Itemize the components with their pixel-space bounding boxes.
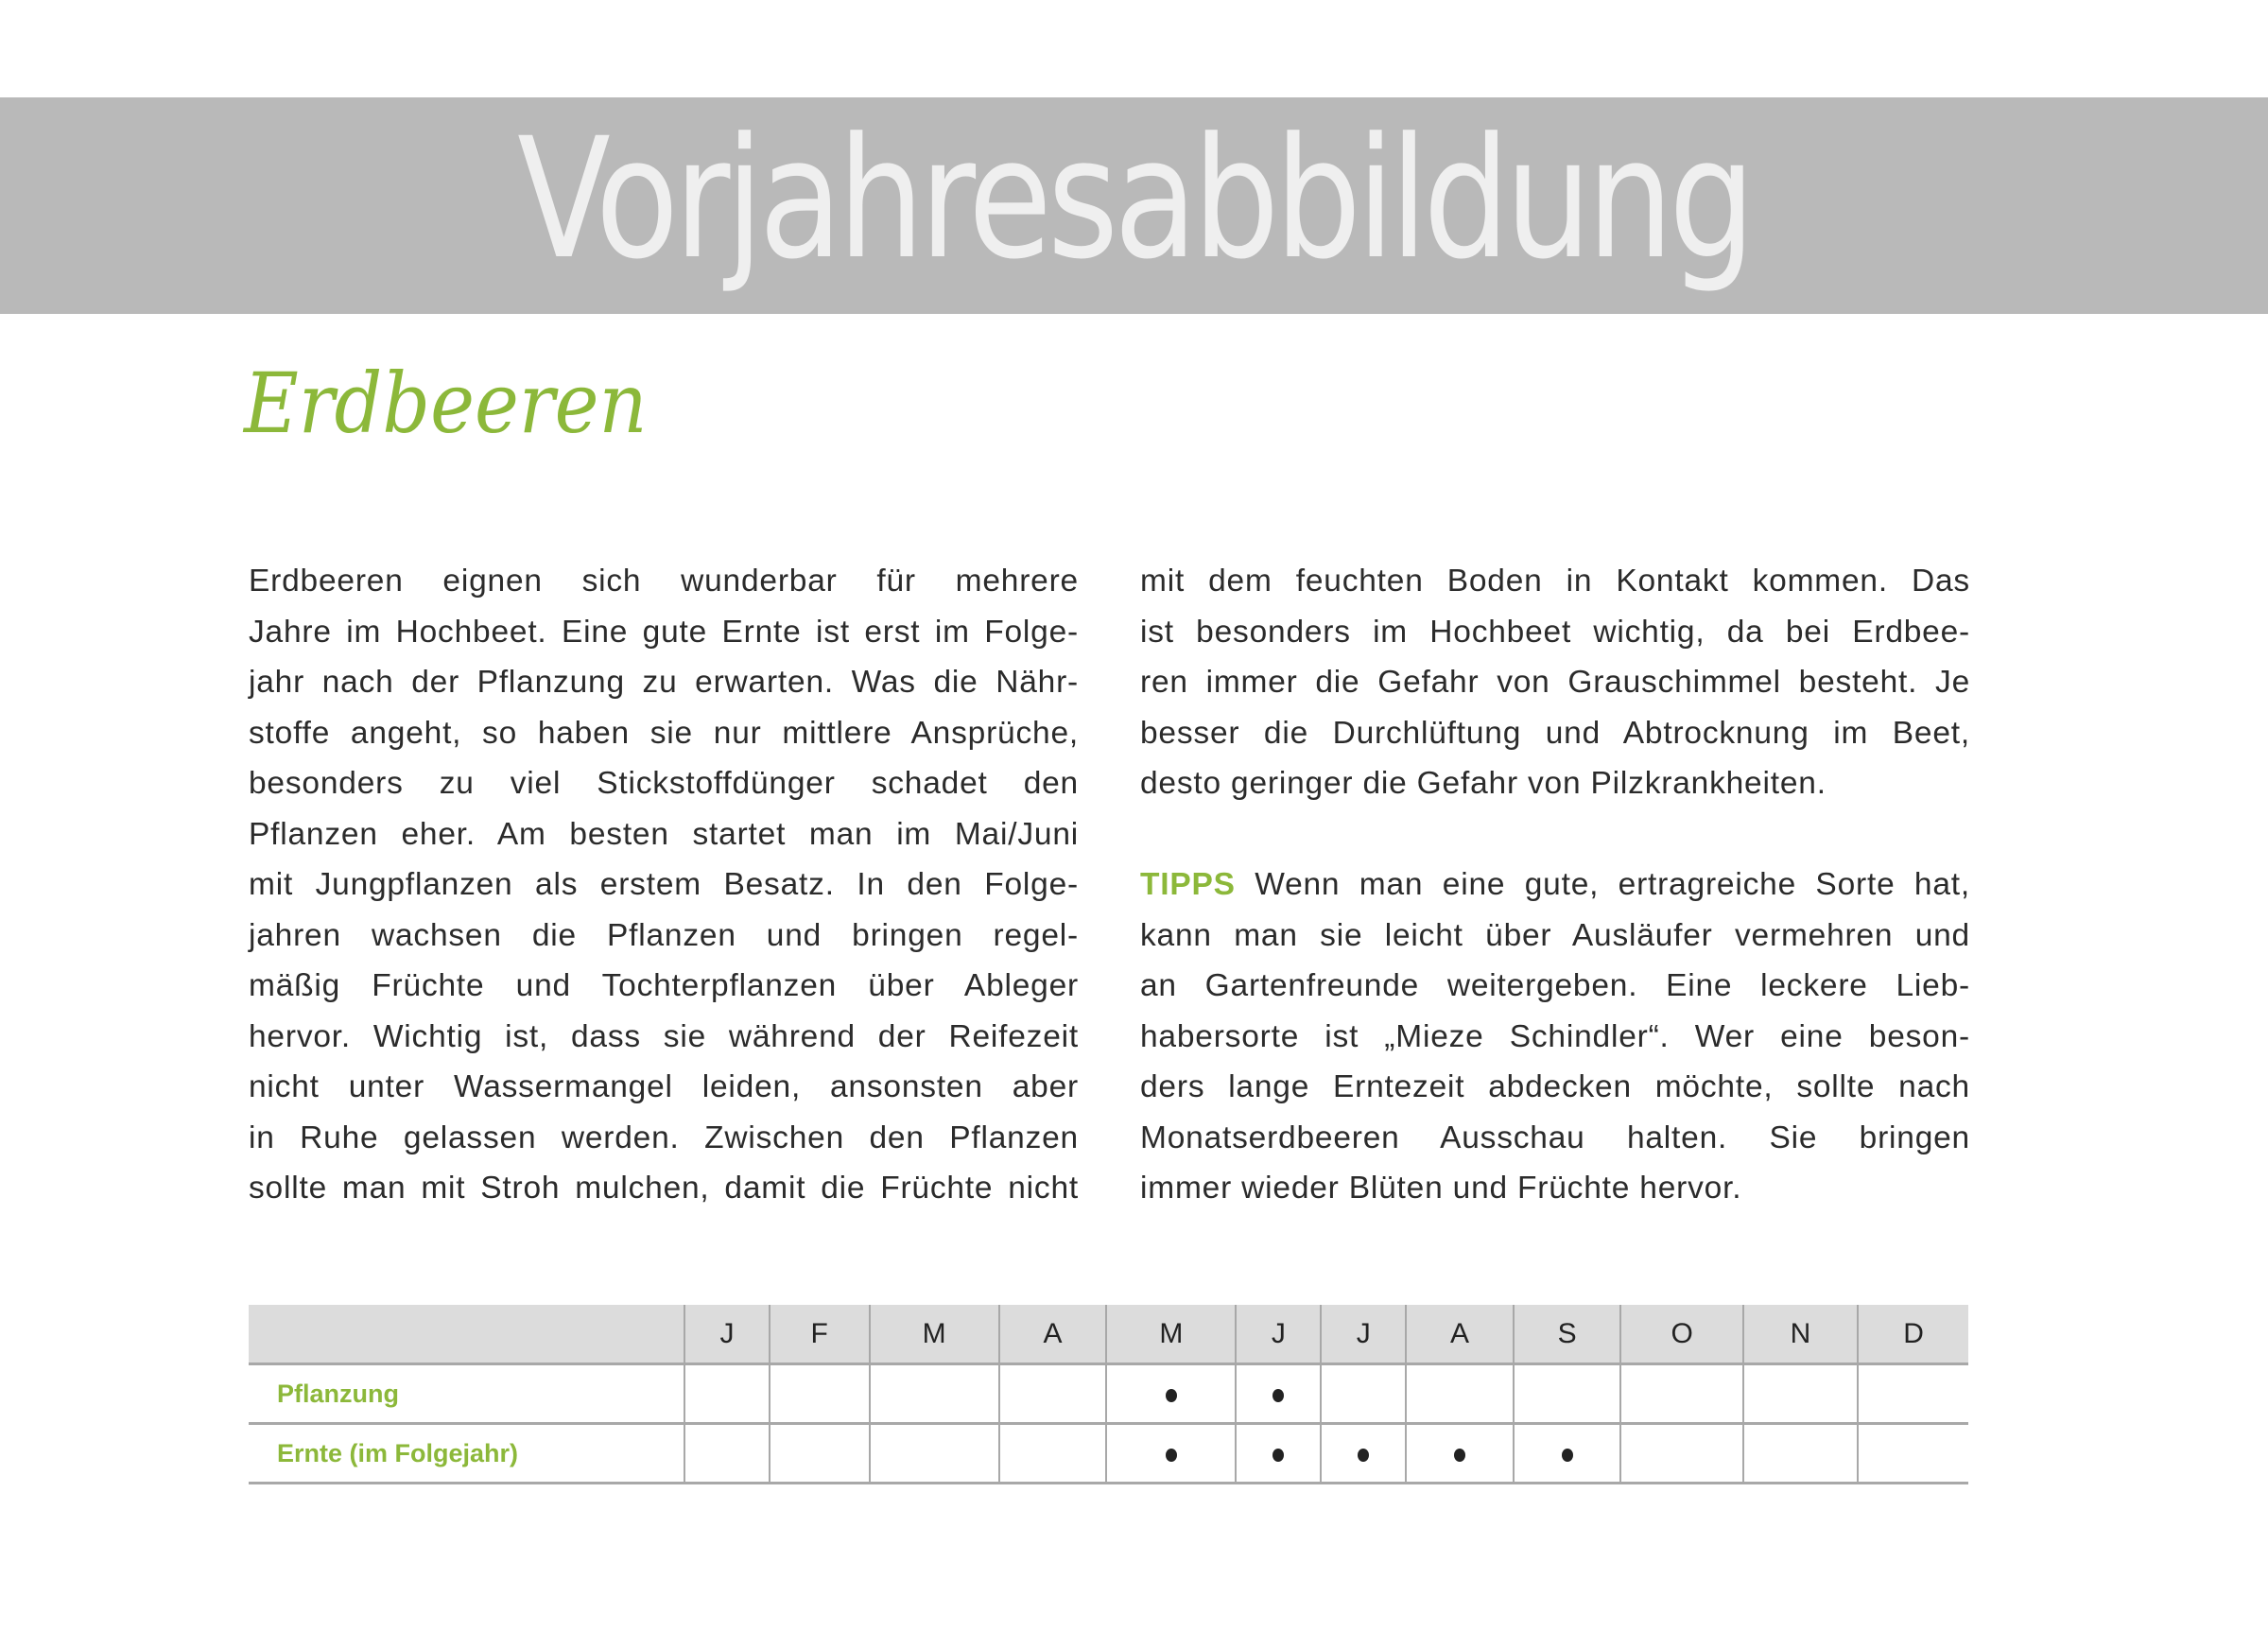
calendar-cell <box>1620 1424 1742 1484</box>
month-header: S <box>1514 1305 1621 1364</box>
calendar-cell <box>684 1364 770 1424</box>
planting-calendar <box>249 1305 1968 1484</box>
text-line: Erdbeeren eignen sich wunderbar für mehrere <box>249 564 1079 599</box>
calendar-cell <box>1236 1364 1321 1424</box>
text-line: Pflanzen eher. Am besten startet man im Mai/Juni <box>249 816 1079 852</box>
month-header: J <box>684 1305 770 1364</box>
calendar-cell <box>1514 1364 1621 1424</box>
calendar-cell <box>1236 1424 1321 1484</box>
month-header: J <box>1236 1305 1321 1364</box>
section-title: Erdbeeren <box>244 355 648 452</box>
calendar-cell <box>1743 1364 1858 1424</box>
text-column-right <box>1140 556 1970 1214</box>
text-line: sollte man mit Stroh mulchen, damit die Früchte nicht <box>249 1171 1079 1206</box>
text-line: kann man sie leicht über Ausläufer vermehren und <box>1140 917 1970 953</box>
page-title: Vorjahresabbildung <box>517 102 1751 296</box>
calendar-cell <box>1858 1424 1968 1484</box>
row-label: Pflanzung <box>249 1364 684 1424</box>
text-line: an Gartenfreunde weitergeben. Eine leckere Lieb- <box>1140 968 1970 1003</box>
text-line: immer wieder Blüten und Früchte hervor. <box>1140 1171 1742 1206</box>
calendar-cell <box>999 1424 1107 1484</box>
text-line: nicht unter Wassermangel leiden, ansonsten aber <box>249 1069 1079 1104</box>
text-line <box>1140 859 1970 911</box>
tipps-label: TIPPS <box>1140 867 1236 902</box>
text-line: ren immer die Gefahr von Grauschimmel besteht. Je <box>1140 665 1970 700</box>
text-line: desto geringer die Gefahr von Pilzkrankheiten. <box>1140 766 1827 801</box>
calendar-cell <box>1106 1424 1236 1484</box>
month-header: M <box>870 1305 999 1364</box>
dot-mark <box>1166 1449 1177 1462</box>
calendar-cell <box>1743 1424 1858 1484</box>
text-line: Jahre im Hochbeet. Eine gute Ernte ist erst im Folge- <box>249 614 1079 650</box>
dot-mark <box>1273 1389 1284 1402</box>
month-header: A <box>999 1305 1107 1364</box>
calendar-row <box>249 1364 1968 1424</box>
calendar-cell <box>1321 1364 1406 1424</box>
dot-mark <box>1273 1449 1284 1462</box>
calendar-cell <box>684 1424 770 1484</box>
dot-mark <box>1166 1389 1177 1402</box>
month-header: M <box>1106 1305 1236 1364</box>
paragraph-gap <box>1140 809 1970 860</box>
text-line: stoffe angeht, so haben sie nur mittlere Ansprüche, <box>249 715 1079 751</box>
row-label: Ernte (im Folgejahr) <box>249 1424 684 1484</box>
text-line: in Ruhe gelassen werden. Zwischen den Pflanzen <box>249 1120 1079 1155</box>
month-header: D <box>1858 1305 1968 1364</box>
month-header: O <box>1620 1305 1742 1364</box>
calendar-cell <box>870 1364 999 1424</box>
header-banner <box>0 97 2268 314</box>
calendar-cell <box>1514 1424 1621 1484</box>
text-line: ist besonders im Hochbeet wichtig, da bei Erdbee- <box>1140 614 1970 650</box>
calendar-cell <box>1406 1424 1514 1484</box>
month-header: F <box>770 1305 870 1364</box>
calendar-cell <box>870 1424 999 1484</box>
calendar-cell <box>770 1424 870 1484</box>
text-line: hervor. Wichtig ist, dass sie während der Reifezeit <box>249 1018 1079 1054</box>
text-line: ders lange Erntezeit abdecken möchte, sollte nach <box>1140 1069 1970 1104</box>
tipps-text: Wenn man eine gute, ertragreiche Sorte hat, <box>1255 867 1971 902</box>
calendar-row <box>249 1424 1968 1484</box>
dot-mark <box>1358 1449 1369 1462</box>
calendar-cell <box>1106 1364 1236 1424</box>
text-line: mit dem feuchten Boden in Kontakt kommen. Das <box>1140 564 1970 599</box>
calendar-cell <box>1321 1424 1406 1484</box>
month-header: A <box>1406 1305 1514 1364</box>
text-line: besser die Durchlüftung und Abtrocknung im Beet, <box>1140 715 1970 751</box>
dot-mark <box>1562 1449 1573 1462</box>
calendar-cell <box>1406 1364 1514 1424</box>
text-column-left <box>249 556 1079 1214</box>
calendar-cell <box>770 1364 870 1424</box>
calendar-corner <box>249 1305 684 1364</box>
calendar-cell <box>1858 1364 1968 1424</box>
text-line: mäßig Früchte und Tochterpflanzen über Ableger <box>249 968 1079 1003</box>
text-line: habersorte ist „Mieze Schindler“. Wer eine beson- <box>1140 1018 1970 1054</box>
text-line: jahren wachsen die Pflanzen und bringen regel- <box>249 917 1079 953</box>
dot-mark <box>1454 1449 1465 1462</box>
text-line: Monatserdbeeren Ausschau halten. Sie bringen <box>1140 1120 1970 1155</box>
calendar-cell <box>999 1364 1107 1424</box>
month-header: J <box>1321 1305 1406 1364</box>
month-header: N <box>1743 1305 1858 1364</box>
text-line: mit Jungpflanzen als erstem Besatz. In den Folge- <box>249 867 1079 902</box>
calendar-cell <box>1620 1364 1742 1424</box>
text-line: besonders zu viel Stickstoffdünger schadet den <box>249 766 1079 801</box>
text-line: jahr nach der Pflanzung zu erwarten. Was die Nähr- <box>249 665 1079 700</box>
